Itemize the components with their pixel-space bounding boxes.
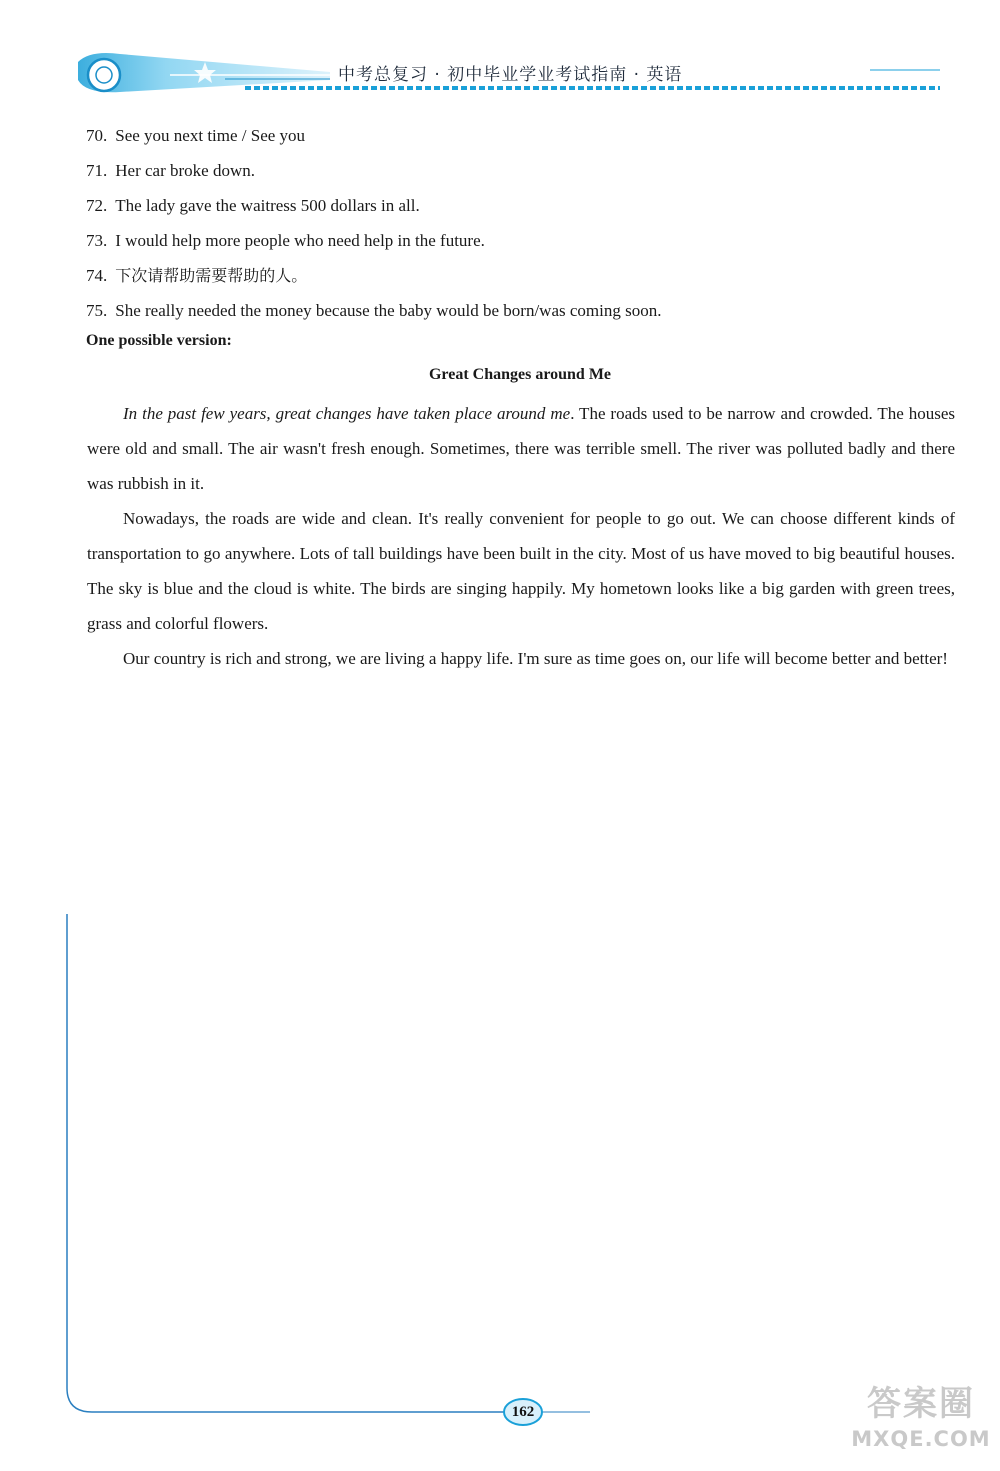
answer-item xyxy=(86,223,966,258)
page-number: 162 xyxy=(511,1404,535,1420)
answer-item xyxy=(86,188,966,223)
header-circle-icon xyxy=(88,59,120,91)
essay-paragraph-2: Nowadays, the roads are wide and clean. It's really convenient for people to go out. We can choose different kinds of transportation to go anywhere. Lots of tall buildings have been built in the city. Most of us have moved to big beautiful houses. The sky is blue and the cloud is white. The birds are singing happily. My hometown looks like a big garden with green trees, grass and colorful flowers. xyxy=(87,509,955,633)
watermark-url: MXQE.COM xyxy=(851,1427,991,1451)
version-label: One possible version: xyxy=(86,332,232,349)
answer-number: 71. xyxy=(86,161,108,180)
answer-item xyxy=(86,118,966,153)
header-decoration xyxy=(0,0,1000,110)
essay-paragraph-1 xyxy=(87,396,955,501)
answer-text: Her car broke down. xyxy=(115,161,255,180)
answer-text: See you next time / See you xyxy=(115,126,306,145)
essay-title: Great Changes around Me xyxy=(428,366,612,383)
answer-item xyxy=(86,293,966,328)
header-title: 中考总复习 · 初中毕业学业考试指南 · 英语 xyxy=(338,65,683,85)
essay-italic-opening: In the past few years, great changes have taken place around me xyxy=(123,404,571,423)
watermark-logo-text: 答案圈 xyxy=(867,1384,975,1424)
answer-text: 下次请帮助需要帮助的人。 xyxy=(115,266,308,285)
answer-text: She really needed the money because the baby would be born/was coming soon. xyxy=(115,301,662,320)
answer-number: 72. xyxy=(86,196,108,215)
page-header xyxy=(0,0,1000,110)
answer-text: I would help more people who need help in the future. xyxy=(115,231,485,250)
answer-item xyxy=(86,153,966,188)
answer-number: 70. xyxy=(86,126,108,145)
answer-list xyxy=(86,118,966,328)
essay-body xyxy=(87,396,955,676)
watermark xyxy=(846,1382,996,1462)
answer-number: 74. xyxy=(86,266,108,285)
answer-number: 73. xyxy=(86,231,108,250)
answer-text: The lady gave the waitress 500 dollars in all. xyxy=(115,196,420,215)
answer-item xyxy=(86,258,966,293)
essay-paragraph-1-text: . The roads used to be narrow and crowded. The houses were old and small. The air wasn't fresh enough. Sometimes, there was terrible smell. The river was polluted badly and there was rubbish in it. xyxy=(87,404,955,493)
answer-number: 75. xyxy=(86,301,108,320)
essay-paragraph-3: Our country is rich and strong, we are living a happy life. I'm sure as time goes on, our life will become better and better! xyxy=(123,649,948,668)
